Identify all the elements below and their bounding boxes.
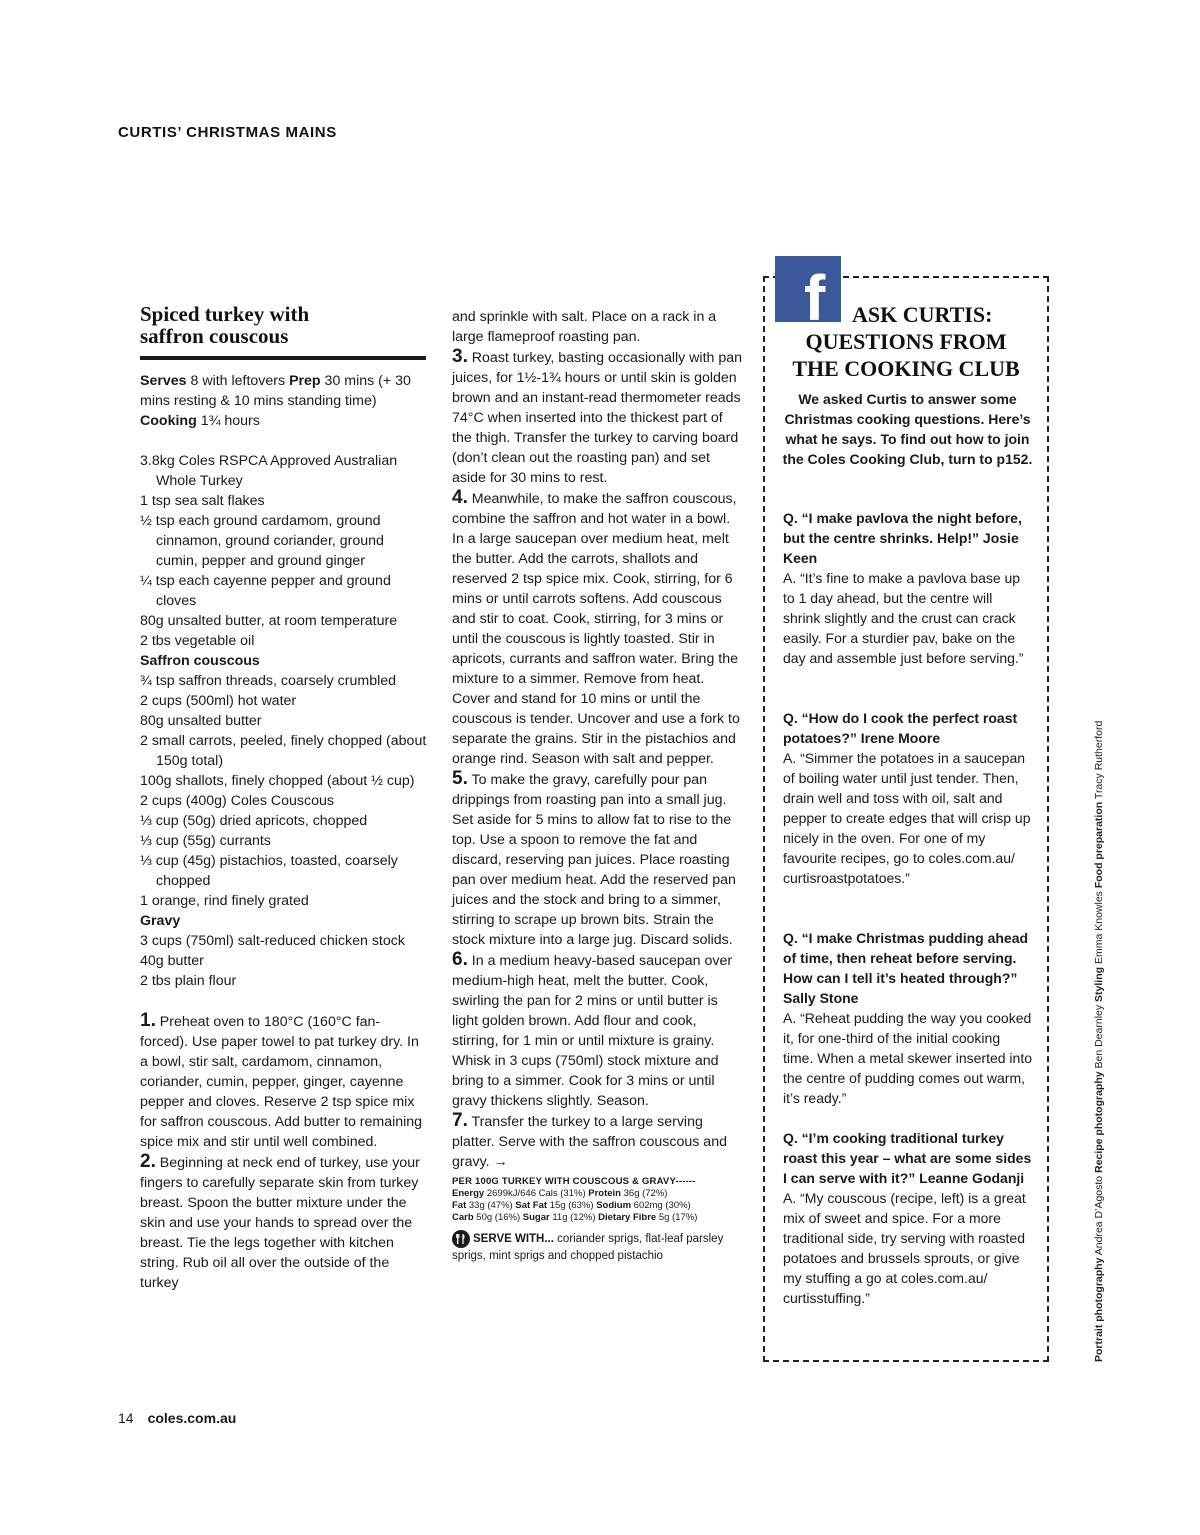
qa-item (783, 1128, 1033, 1308)
ingredient-item: 3.8kg Coles RSPCA Approved Australian Whole Turkey (140, 453, 398, 489)
ask-title-line3: THE COOKING CLUB (792, 356, 1020, 381)
fibre-label: Dietary Fibre (598, 1212, 657, 1223)
step-continued: and sprinkle with salt. Place on a rack in a large flameproof roasting pan. (452, 309, 717, 345)
serve-with-label: SERVE WITH... (473, 1233, 554, 1246)
qa-item (783, 928, 1033, 1108)
ingredient-item: ¼ tsp each cayenne pepper and ground cloves (140, 573, 391, 609)
step-text: Roast turkey, basting occasionally with pan juices, for 1½-1¾ hours or until skin is golden brown and an instant-read thermometer reads 74°C when inserted into the thickest part of the thigh. Transfer the turkey to carving board (don’t clean out the roasting pan) and set aside for 30 mins to rest. (452, 350, 743, 486)
serve-with-text: coriander sprigs, flat-leaf parsley sprigs, mint sprigs and chopped pistachio (452, 1233, 724, 1262)
protein-label: Protein (588, 1188, 621, 1199)
ingredient-item: ⅓ cup (55g) currants (140, 833, 271, 849)
method-step (452, 347, 744, 488)
cutlery-icon (452, 1230, 470, 1248)
recipe-title (140, 303, 428, 347)
step-number: 4. (452, 487, 468, 508)
method-step (452, 950, 744, 1111)
ingredient-item: 100g shallots, finely chopped (about ½ cup) (140, 773, 415, 789)
step-number: 2. (140, 1151, 156, 1172)
serves-label: Serves (140, 373, 187, 389)
step-text: In a medium heavy-based saucepan over medium-high heat, melt the butter. Cook, swirling the pan for 2 mins or until butter is light golden brown. Add flour and cook, stirring, for 1 min or until mixture is grainy. Whisk in 3 cups (750ml) stock mixture and bring to a simmer. Cook for 3 mins or until gravy thickens slightly. Season. (452, 953, 733, 1109)
step-text: Preheat oven to 180°C (160°C fan-forced). Use paper towel to pat turkey dry. In a bowl, stir salt, cardamom, cinnamon, coriander, cumin, pepper, ginger, cayenne pepper and cloves. Reserve 2 tsp spice mix for saffron couscous. Add butter to remaining spice mix and stir until well combined. (140, 1014, 423, 1150)
photo-credits (1093, 721, 1105, 1362)
credit-label: Styling (1093, 966, 1105, 1002)
satfat-value: 15g (63%) (547, 1200, 597, 1211)
credit-name: Emma Knowles (1093, 888, 1105, 967)
credit-name: Andrea D’Agosto (1093, 1172, 1105, 1258)
method-step (452, 488, 744, 769)
step-number: 7. (452, 1110, 468, 1131)
recipe-meta (140, 371, 428, 431)
step-text: Beginning at neck end of turkey, use your fingers to carefully separate skin from turkey breast. Spoon the butter mixture under the skin and use your hands to spread over the breast. Tie the legs together with kitchen string. Rub oil all over the outside of the turkey (140, 1155, 420, 1291)
sodium-value: 602mg (30%) (631, 1200, 691, 1211)
credit-name: Ben Dearnley (1093, 1001, 1105, 1072)
step-number: 5. (452, 768, 468, 789)
nutrition-line (452, 1200, 744, 1212)
fat-label: Fat (452, 1200, 467, 1211)
step-number: 6. (452, 949, 468, 970)
nutrition-heading: PER 100G TURKEY WITH COUSCOUS & GRAVY------ (452, 1176, 696, 1187)
recipe-title-line1: Spiced turkey with (140, 302, 310, 326)
page-footer (118, 1410, 236, 1426)
satfat-label: Sat Fat (515, 1200, 548, 1211)
ingredient-item: 2 tbs vegetable oil (140, 633, 255, 649)
ingredient-item: ¾ tsp saffron threads, coarsely crumbled (140, 673, 397, 689)
step-text: Transfer the turkey to a large serving platter. Serve with the saffron couscous and gravy. (452, 1114, 727, 1170)
question: Q. “How do I cook the perfect roast potatoes?” Irene Moore (783, 710, 1018, 746)
arrow-right-icon: → (493, 1154, 508, 1170)
sodium-label: Sodium (596, 1200, 632, 1211)
facebook-letter: f (804, 262, 826, 322)
section-label: CURTIS’ CHRISTMAS MAINS (118, 124, 337, 141)
cooking-value: 1¾ hours (196, 413, 260, 429)
cooking-label: Cooking (140, 413, 197, 429)
energy-label: Energy (452, 1188, 485, 1199)
ingredient-item: 2 cups (400g) Coles Couscous (140, 793, 334, 809)
recipe-title-line2: saffron couscous (140, 324, 289, 348)
ingredient-item: 80g unsalted butter, at room temperature (140, 613, 398, 629)
ingredient-item: ⅓ cup (45g) pistachios, toasted, coarsely chopped (140, 853, 398, 889)
fat-value: 33g (47%) (466, 1200, 516, 1211)
nutrition-line (452, 1212, 744, 1224)
carb-value: 50g (16%) (473, 1212, 523, 1223)
method-step (140, 1011, 428, 1152)
ask-title-line1: ASK CURTIS: (852, 302, 993, 327)
qa-item (783, 508, 1033, 668)
method-step (452, 769, 744, 950)
answer: A. “Simmer the potatoes in a saucepan of boiling water until just tender. Then, drain well and toss with oil, salt and pepper to create edges that will crisp up nicely in the oven. For one of my favourite recipes, go to coles.com.au/ curtisroastpotatoes.” (783, 750, 1031, 886)
credit-label: Food preparation (1093, 801, 1105, 889)
qa-item (783, 708, 1033, 888)
couscous-heading: Saffron couscous (140, 653, 260, 669)
carb-label: Carb (452, 1212, 474, 1223)
sugar-label: Sugar (522, 1212, 550, 1223)
step-text: Meanwhile, to make the saffron couscous, combine the saffron and hot water in a bowl. In a large saucepan over medium heat, melt the butter. Add the carrots, shallots and reserved 2 tsp spice mix. Cook, stirring, for 6 mins or until carrots softens. Add couscous and stir to coat. Cook, stirring, for 3 mins or until the couscous is lightly toasted. Stir in apricots, currants and saffron water. Bring the mixture to a simmer. Remove from heat. Cover and stand for 10 mins or until the couscous is tender. Uncover and use a fork to separate the grains. Stir in the pistachios and orange rind. Season with salt and pepper. (452, 491, 740, 767)
ingredient-item: 2 small carrots, peeled, finely chopped (about 150g total) (140, 733, 427, 769)
recipe-column-1 (140, 303, 428, 1293)
answer: A. “My couscous (recipe, left) is a great mix of sweet and spice. For a more traditional side, try serving with roasted potatoes and brussels sprouts, or give my stuffing a go at coles.com.au/ curtisstuffing.” (783, 1190, 1026, 1306)
ask-curtis-intro: We asked Curtis to answer some Christmas cooking questions. Here’s what he says. To find out how to join the Coles Cooking Club, turn to p152. (782, 391, 1033, 467)
sugar-value: 11g (12%) (549, 1212, 599, 1223)
title-divider (140, 356, 426, 360)
ask-title-line2: QUESTIONS FROM (805, 329, 1007, 354)
question: Q. “I’m cooking traditional turkey roast this year – what are some sides I can serve with it?” Leanne Godanji (783, 1130, 1032, 1186)
prep-value: 30 mins (+ 30 mins resting & 10 mins standing time) (140, 373, 411, 409)
footer-site-link[interactable]: coles.com.au (147, 1410, 237, 1426)
serve-with (452, 1230, 744, 1264)
ingredient-item: 40g butter (140, 953, 204, 969)
ingredient-item: ½ tsp each ground cardamom, ground cinnamon, ground coriander, ground cumin, pepper and ground ginger (140, 513, 384, 569)
energy-value: 2699kJ/646 Cals (31%) (484, 1188, 589, 1199)
protein-value: 36g (72%) (620, 1188, 668, 1199)
step-text: To make the gravy, carefully pour pan drippings from roasting pan into a small jug. Set aside for 5 mins to allow fat to rise to the top. Use a spoon to remove the fat and discard, reserving pan juices. Place roasting pan over medium heat. Add the reserved pan juices and the stock and bring to a simmer, stirring to scrape up brown bits. Strain the stock mixture into a large jug. Discard solids. (452, 772, 736, 948)
serves-value: 8 with leftovers (186, 373, 290, 389)
step-number: 3. (452, 346, 468, 367)
ask-curtis-title (772, 302, 1040, 382)
method-step (452, 1111, 744, 1172)
credit-label: Recipe photography (1093, 1071, 1105, 1173)
method-step (140, 1152, 428, 1293)
ingredient-item: 80g unsalted butter (140, 713, 262, 729)
ingredient-item: 1 orange, rind finely grated (140, 893, 309, 909)
ingredient-item: ⅓ cup (50g) dried apricots, chopped (140, 813, 368, 829)
credit-name: Tracy Rutherford (1093, 720, 1105, 802)
nutrition-line (452, 1188, 744, 1200)
ingredient-item: 2 cups (500ml) hot water (140, 693, 297, 709)
credit-label: Portrait photography (1093, 1257, 1105, 1362)
gravy-heading: Gravy (140, 913, 181, 929)
ingredient-item: 2 tbs plain flour (140, 973, 237, 989)
recipe-column-2 (452, 307, 744, 1276)
ingredient-item: 1 tsp sea salt flakes (140, 493, 265, 509)
ingredient-item: 3 cups (750ml) salt-reduced chicken stock (140, 933, 405, 949)
answer: A. “It’s fine to make a pavlova base up to 1 day ahead, but the centre will shrink slightly and the crust can crack easily. For a sturdier pav, bake on the day and assemble just before serving.” (783, 570, 1024, 666)
answer: A. “Reheat pudding the way you cooked it, for one-third of the initial cooking time. When a metal skewer inserted into the centre of pudding comes out warm, it’s ready.” (783, 1010, 1032, 1106)
step-number: 1. (140, 1010, 156, 1031)
page-number: 14 (118, 1410, 134, 1426)
prep-label: Prep (289, 373, 321, 389)
question: Q. “I make Christmas pudding ahead of time, then reheat before serving. How can I tell it’s heated through?” Sally Stone (783, 930, 1029, 1006)
fibre-value: 5g (17%) (656, 1212, 698, 1223)
question: Q. “I make pavlova the night before, but the centre shrinks. Help!” Josie Keen (783, 510, 1022, 566)
